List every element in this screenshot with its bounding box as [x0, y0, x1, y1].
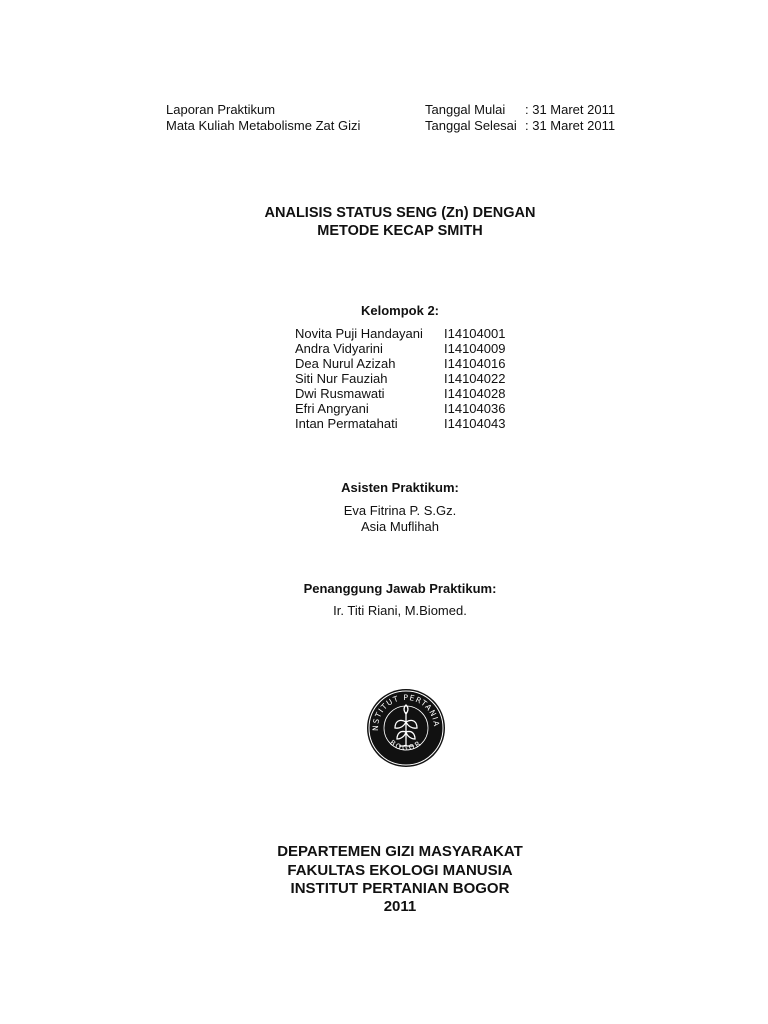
member-row — [295, 356, 555, 371]
member-id: I14104022 — [444, 371, 506, 386]
member-row — [295, 386, 555, 401]
group-heading: Kelompok 2: — [360, 303, 439, 318]
year: 2011 — [383, 898, 417, 915]
member-id: I14104043 — [444, 416, 506, 431]
member-row — [295, 416, 555, 431]
member-id: I14104036 — [444, 401, 506, 416]
member-name: Siti Nur Fauziah — [295, 371, 388, 386]
member-list — [295, 326, 555, 431]
title-line-1: ANALISIS STATUS SENG (Zn) DENGAN — [264, 205, 536, 221]
member-name: Intan Permatahati — [295, 416, 398, 431]
supervisor-name: Ir. Titi Riani, M.Biomed. — [333, 603, 467, 618]
member-row — [295, 401, 555, 416]
svg-text:INSTITUT PERTANIAN: NSTITUT PERTANIA — [370, 692, 442, 732]
member-name: Efri Angryani — [295, 401, 369, 416]
faculty-name: FAKULTAS EKOLOGI MANUSIA — [287, 862, 513, 879]
member-row — [295, 341, 555, 356]
supervisor-heading: Penanggung Jawab Praktikum: — [303, 581, 497, 596]
assistant-name: Eva Fitrina P. S.Gz. — [343, 503, 457, 518]
svg-text:BOGOR: BOGOR — [388, 737, 424, 753]
report-type: Laporan Praktikum — [166, 102, 276, 117]
member-name: Dea Nurul Azizah — [295, 356, 396, 371]
institution-name: INSTITUT PERTANIAN BOGOR — [290, 880, 510, 897]
end-date-label: Tanggal Selesai — [425, 118, 517, 133]
member-name: Dwi Rusmawati — [295, 386, 385, 401]
start-date-value: : 31 Maret 2011 — [525, 102, 616, 117]
member-id: I14104009 — [444, 341, 506, 356]
department-name: DEPARTEMEN GIZI MASYARAKAT — [277, 843, 523, 860]
start-date-label: Tanggal Mulai — [425, 102, 506, 117]
member-id: I14104016 — [444, 356, 506, 371]
course-name: Mata Kuliah Metabolisme Zat Gizi — [166, 118, 361, 133]
member-row — [295, 326, 555, 341]
member-id: I14104028 — [444, 386, 506, 401]
member-name: Andra Vidyarini — [295, 341, 383, 356]
assistant-name: Asia Muflihah — [360, 519, 440, 534]
ipb-seal-icon — [366, 688, 446, 768]
title-line-2: METODE KECAP SMITH — [317, 223, 483, 239]
member-row — [295, 371, 555, 386]
member-name: Novita Puji Handayani — [295, 326, 423, 341]
end-date-value: : 31 Maret 2011 — [525, 118, 616, 133]
member-id: I14104001 — [444, 326, 506, 341]
assistants-heading: Asisten Praktikum: — [341, 480, 459, 495]
